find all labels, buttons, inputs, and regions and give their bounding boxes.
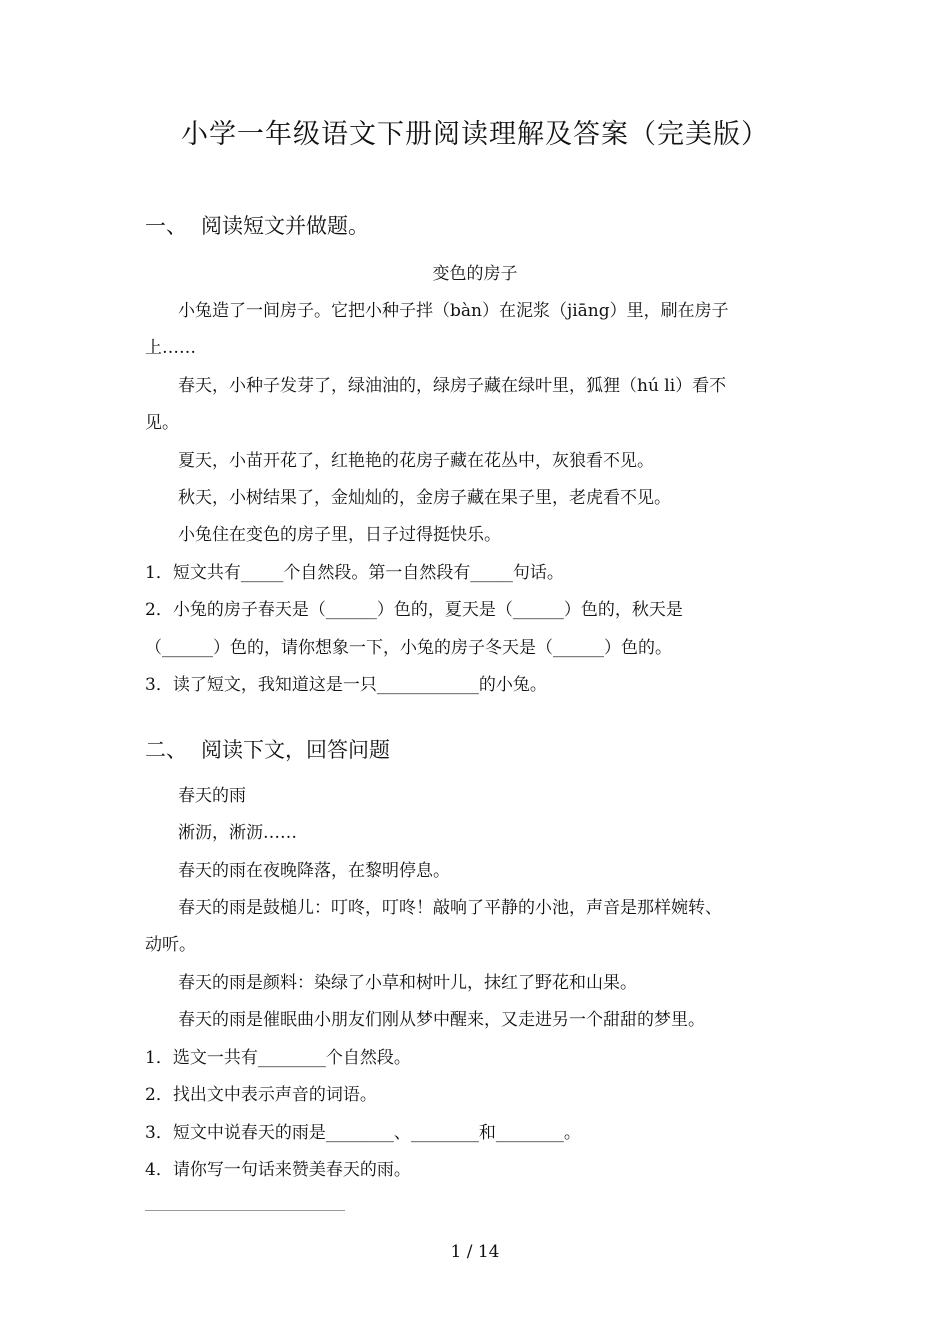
question-2-4: 4．请你写一句话来赞美春天的雨。 (145, 1160, 411, 1180)
paragraph-2-line-1: 春天，小种子发芽了，绿油油的，绿房子藏在绿叶里，狐狸（hú li）看不 (178, 376, 727, 396)
passage-paragraph-3-line-2: 动听。 (145, 935, 196, 955)
section-1-heading-text: 阅读短文并做题。 (201, 214, 369, 238)
paragraph-4: 秋天，小树结果了，金灿灿的，金房子藏在果子里，老虎看不见。 (178, 488, 671, 508)
question-2-line-2: （______）色的，请你想象一下，小兔的房子冬天是（______）色的。 (145, 638, 672, 658)
passage-paragraph-5: 春天的雨是催眠曲小朋友们刚从梦中醒来，又走进另一个甜甜的梦里。 (178, 1010, 705, 1030)
footnote-divider (145, 1210, 345, 1211)
passage-paragraph-2: 春天的雨在夜晚降落，在黎明停息。 (178, 861, 450, 881)
paragraph-3: 夏天，小苗开花了，红艳艳的花房子藏在花丛中，灰狼看不见。 (178, 451, 654, 471)
paragraph-1-line-1: 小兔造了一间房子。它把小种子拌（bàn）在泥浆（jiāng）里，刷在房子 (178, 301, 729, 321)
section-1-number: 一、 (145, 214, 187, 238)
passage-paragraph-3-line-1: 春天的雨是鼓槌儿：叮咚，叮咚！敲响了平静的小池，声音是那样婉转、 (178, 898, 722, 918)
question-1: 1．短文共有_____个自然段。第一自然段有_____句话。 (145, 563, 564, 583)
question-2-line-1: 2．小兔的房子春天是（______）色的，夏天是（______）色的，秋天是 (145, 600, 683, 620)
paragraph-5: 小兔住在变色的房子里，日子过得挺快乐。 (178, 525, 501, 545)
passage-paragraph-1: 淅沥，淅沥…… (178, 823, 297, 843)
section-2-heading-text: 阅读下文，回答问题 (201, 738, 390, 762)
paragraph-2-line-2: 见。 (145, 413, 179, 433)
question-2-1: 1．选文一共有________个自然段。 (145, 1048, 411, 1068)
question-2-3: 3．短文中说春天的雨是________、________和________。 (145, 1123, 581, 1143)
page-number: 1 / 14 (450, 1242, 500, 1262)
paragraph-1-line-2: 上…… (145, 338, 196, 358)
section-2-number: 二、 (145, 738, 187, 762)
section-2-heading (145, 734, 390, 764)
document-title: 小学一年级语文下册阅读理解及答案（完美版） (181, 119, 769, 150)
passage-title: 春天的雨 (178, 786, 246, 806)
question-2-2: 2．找出文中表示声音的词语。 (145, 1085, 377, 1105)
section-1-heading (145, 210, 369, 240)
question-3: 3．读了短文，我知道这是一只____________的小兔。 (145, 675, 547, 695)
story-title: 变色的房子 (432, 264, 518, 284)
passage-paragraph-4: 春天的雨是颜料：染绿了小草和树叶儿，抹红了野花和山果。 (178, 973, 637, 993)
